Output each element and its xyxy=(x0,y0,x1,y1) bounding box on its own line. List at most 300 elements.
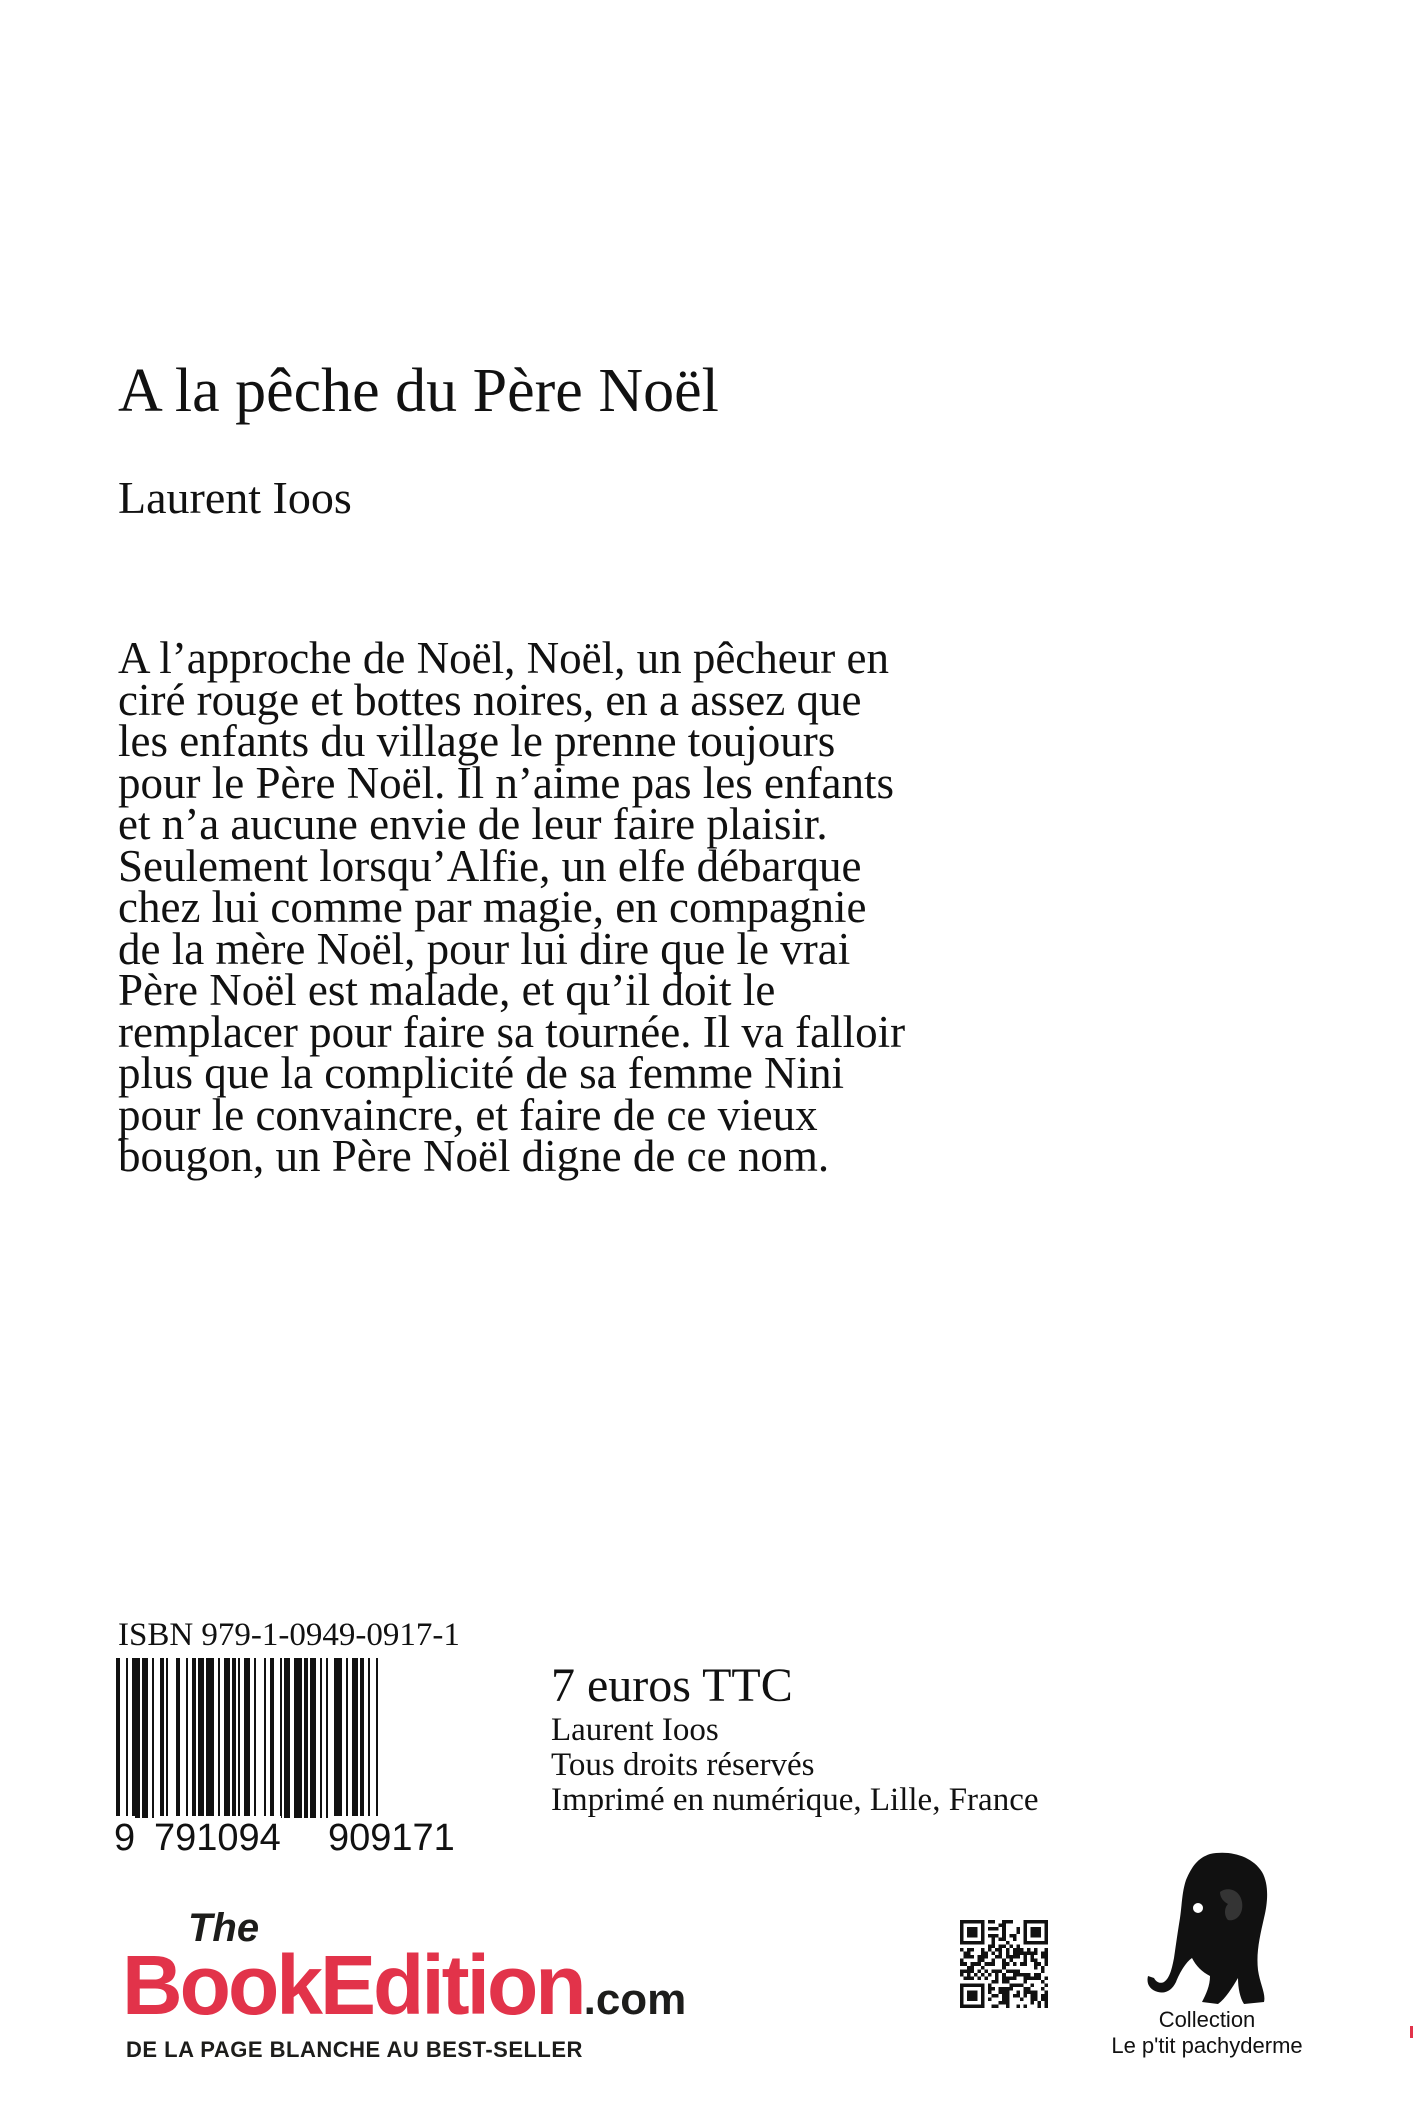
qr-module xyxy=(964,1941,968,1945)
qr-module xyxy=(967,1990,971,1994)
qr-module xyxy=(964,1976,968,1980)
qr-module xyxy=(1027,1987,1031,1991)
qr-module xyxy=(988,1948,992,1952)
barcode-digit-group: 909171 xyxy=(328,1817,455,1859)
qr-module xyxy=(1034,1934,1038,1938)
qr-module xyxy=(1034,1959,1038,1963)
qr-module xyxy=(988,1945,992,1949)
qr-module xyxy=(1023,1955,1027,1959)
qr-module xyxy=(1044,1990,1048,1994)
qr-module xyxy=(960,2001,964,2005)
qr-module xyxy=(1013,1952,1017,1956)
qr-module xyxy=(999,1990,1003,1994)
qr-module xyxy=(1006,1997,1010,2001)
qr-module xyxy=(1041,1994,1045,1998)
qr-module xyxy=(1002,1994,1006,1998)
qr-module xyxy=(1037,1931,1041,1935)
barcode-bar xyxy=(264,1658,266,1818)
qr-module xyxy=(1044,1952,1048,1956)
qr-module xyxy=(1013,1969,1017,1973)
qr-module xyxy=(992,1938,996,1942)
qr-module xyxy=(971,1969,975,1973)
qr-code-icon xyxy=(960,1920,1048,2008)
qr-module xyxy=(1009,1959,1013,1963)
qr-module xyxy=(992,1945,996,1949)
barcode-bar xyxy=(270,1658,274,1818)
qr-module xyxy=(1030,1990,1034,1994)
elephant-icon xyxy=(1140,1848,1270,2008)
qr-module xyxy=(967,1927,971,1931)
qr-module xyxy=(1041,1941,1045,1945)
qr-module xyxy=(1027,1973,1031,1977)
qr-module xyxy=(1002,1980,1006,1984)
blurb-line: les enfants du village le prenne toujours xyxy=(118,716,836,766)
qr-module xyxy=(988,1983,992,1987)
qr-module xyxy=(1013,1983,1017,1987)
qr-module xyxy=(981,1948,985,1952)
qr-module xyxy=(985,1952,989,1956)
qr-module xyxy=(981,1997,985,2001)
qr-module xyxy=(995,1980,999,1984)
qr-module xyxy=(960,1934,964,1938)
qr-module xyxy=(1002,1990,1006,1994)
qr-module xyxy=(967,1931,971,1935)
qr-module xyxy=(1002,1987,1006,1991)
qr-module xyxy=(988,1934,992,1938)
qr-module xyxy=(992,1952,996,1956)
qr-module xyxy=(981,1931,985,1935)
collection-name: Le p'tit pachyderme xyxy=(1111,2033,1303,2058)
barcode-bar xyxy=(238,1658,240,1818)
qr-module xyxy=(992,1980,996,1984)
qr-module xyxy=(1044,1931,1048,1935)
qr-module xyxy=(988,1927,992,1931)
qr-module xyxy=(967,1966,971,1970)
barcode-bar xyxy=(334,1658,342,1818)
qr-module xyxy=(999,2001,1003,2005)
qr-module xyxy=(1009,1976,1013,1980)
blurb-line: A l’approche de Noël, Noël, un pêcheur en xyxy=(118,633,889,683)
qr-module xyxy=(1013,1962,1017,1966)
barcode-bar xyxy=(176,1658,180,1818)
qr-module xyxy=(1030,1931,1034,1935)
qr-module xyxy=(981,2004,985,2008)
qr-module xyxy=(1027,1920,1031,1924)
barcode-bar xyxy=(218,1658,220,1818)
qr-module xyxy=(978,1962,982,1966)
qr-module xyxy=(992,1987,996,1991)
qr-module xyxy=(974,1927,978,1931)
qr-module xyxy=(971,1941,975,1945)
barcode-bar xyxy=(206,1658,214,1818)
barcode-bar xyxy=(198,1658,204,1818)
qr-module xyxy=(1006,1952,1010,1956)
qr-module xyxy=(1023,1927,1027,1931)
qr-module xyxy=(1030,1955,1034,1959)
qr-module xyxy=(967,1955,971,1959)
qr-module xyxy=(988,1997,992,2001)
qr-module xyxy=(1002,2001,1006,2005)
qr-module xyxy=(1013,1976,1017,1980)
qr-module xyxy=(978,1969,982,1973)
qr-module xyxy=(981,1934,985,1938)
qr-module xyxy=(988,1920,992,1924)
qr-module xyxy=(1016,2004,1020,2008)
qr-module xyxy=(974,1973,978,1977)
qr-module xyxy=(967,1983,971,1987)
qr-module xyxy=(1034,1966,1038,1970)
isbn-label: ISBN 979-1-0949-0917-1 xyxy=(118,1617,460,1653)
qr-module xyxy=(1016,1927,1020,1931)
qr-module xyxy=(1023,1938,1027,1942)
barcode-bar xyxy=(352,1658,358,1818)
publisher-logo xyxy=(122,1940,686,2045)
qr-module xyxy=(971,2004,975,2008)
qr-module xyxy=(1006,1948,1010,1952)
qr-module xyxy=(1034,1927,1038,1931)
qr-module xyxy=(1013,1955,1017,1959)
qr-module xyxy=(967,1948,971,1952)
qr-module xyxy=(960,1959,964,1963)
blurb-line: Seulement lorsqu’Alfie, un elfe débarque xyxy=(118,840,862,891)
qr-module xyxy=(1002,1945,1006,1949)
qr-module xyxy=(1006,1980,1010,1984)
blurb-line: remplacer pour faire sa tournée. Il va falloir xyxy=(118,1006,906,1057)
info-printed: Imprimé en numérique, Lille, France xyxy=(551,1782,1039,1818)
qr-module xyxy=(971,1966,975,1970)
barcode-bar xyxy=(166,1658,168,1818)
qr-module xyxy=(1009,1934,1013,1938)
qr-module xyxy=(981,1952,985,1956)
qr-module xyxy=(1016,1952,1020,1956)
qr-module xyxy=(971,1931,975,1935)
qr-module xyxy=(964,1952,968,1956)
qr-module xyxy=(1002,1997,1006,2001)
qr-module xyxy=(995,1934,999,1938)
qr-module xyxy=(1037,1973,1041,1977)
qr-module xyxy=(981,1973,985,1977)
qr-module xyxy=(999,1945,1003,1949)
qr-module xyxy=(1044,2001,1048,2005)
qr-module xyxy=(981,1966,985,1970)
qr-module xyxy=(992,1994,996,1998)
qr-module xyxy=(1023,1941,1027,1945)
qr-module xyxy=(960,2004,964,2008)
qr-module xyxy=(974,1983,978,1987)
qr-module xyxy=(1027,1976,1031,1980)
qr-module xyxy=(1020,1952,1024,1956)
publisher-logo-domain: .com xyxy=(583,1975,687,2024)
qr-module xyxy=(1044,1920,1048,1924)
qr-module xyxy=(1034,1990,1038,1994)
qr-module xyxy=(1002,1920,1006,1924)
blurb-line: pour le convaincre, et faire de ce vieux xyxy=(118,1089,818,1140)
qr-module xyxy=(967,1973,971,1977)
qr-module xyxy=(960,1987,964,1991)
qr-module xyxy=(1037,1962,1041,1966)
qr-module xyxy=(1002,1976,1006,1980)
barcode-bar xyxy=(192,1658,196,1818)
qr-module xyxy=(988,1990,992,1994)
qr-module xyxy=(964,1983,968,1987)
qr-module xyxy=(1016,1990,1020,1994)
qr-module xyxy=(1027,1941,1031,1945)
qr-module xyxy=(1002,1959,1006,1963)
qr-module xyxy=(1006,1969,1010,1973)
publisher-logo-name: BookEdition xyxy=(122,1938,584,2032)
qr-module xyxy=(960,1969,964,1973)
qr-module xyxy=(1009,1983,1013,1987)
qr-module xyxy=(985,1955,989,1959)
qr-module xyxy=(978,1959,982,1963)
barcode-digit-group: 9 xyxy=(114,1817,136,1859)
qr-module xyxy=(1030,1994,1034,1998)
qr-module xyxy=(1016,1994,1020,1998)
qr-module xyxy=(988,1973,992,1977)
collection-label xyxy=(1100,2007,1314,2059)
qr-module xyxy=(971,1994,975,1998)
price: 7 euros TTC xyxy=(551,1659,793,1712)
qr-module xyxy=(992,1927,996,1931)
barcode-digit-group: 791094 xyxy=(154,1817,281,1859)
blurb-line: ciré rouge et bottes noires, en a assez que xyxy=(118,674,862,725)
publisher-tagline: DE LA PAGE BLANCHE AU BEST-SELLER xyxy=(126,2037,583,2062)
qr-module xyxy=(1002,1931,1006,1935)
book-blurb xyxy=(118,633,1078,1181)
qr-module xyxy=(964,1962,968,1966)
edge-mark xyxy=(1410,2026,1413,2038)
qr-module xyxy=(1009,1969,1013,1973)
qr-module xyxy=(988,1987,992,1991)
qr-module xyxy=(1034,1931,1038,1935)
book-title: A la pêche du Père Noël xyxy=(118,357,719,425)
qr-module xyxy=(981,1983,985,1987)
qr-module xyxy=(992,1969,996,1973)
qr-module xyxy=(1037,1976,1041,1980)
qr-module xyxy=(992,1941,996,1945)
qr-module xyxy=(1023,1980,1027,1984)
barcode-bar xyxy=(160,1658,164,1818)
qr-module xyxy=(985,1962,989,1966)
qr-module xyxy=(981,1955,985,1959)
qr-module xyxy=(971,1983,975,1987)
qr-module xyxy=(992,2004,996,2008)
qr-module xyxy=(1034,1948,1038,1952)
barcode-bar xyxy=(152,1658,154,1818)
qr-module xyxy=(995,1976,999,1980)
qr-module xyxy=(981,2001,985,2005)
qr-module xyxy=(1030,1941,1034,1945)
qr-module xyxy=(1030,1983,1034,1987)
qr-module xyxy=(1016,1948,1020,1952)
qr-module xyxy=(981,1920,985,1924)
qr-module xyxy=(964,2004,968,2008)
qr-module xyxy=(1034,1952,1038,1956)
qr-module xyxy=(1023,1990,1027,1994)
qr-module xyxy=(960,1973,964,1977)
qr-module xyxy=(981,1924,985,1928)
qr-module xyxy=(1044,1976,1048,1980)
qr-module xyxy=(1044,1959,1048,1963)
barcode-bar xyxy=(284,1658,290,1818)
qr-module xyxy=(964,1955,968,1959)
qr-module xyxy=(1034,1973,1038,1977)
qr-module xyxy=(1037,1941,1041,1945)
qr-module xyxy=(1002,1962,1006,1966)
qr-module xyxy=(1044,1955,1048,1959)
qr-module xyxy=(1020,1997,1024,2001)
qr-module xyxy=(1037,1920,1041,1924)
qr-module xyxy=(1034,1962,1038,1966)
qr-module xyxy=(960,1927,964,1931)
qr-module xyxy=(1006,1941,1010,1945)
qr-module xyxy=(992,1959,996,1963)
qr-module xyxy=(1030,1920,1034,1924)
qr-module xyxy=(967,1952,971,1956)
qr-module xyxy=(964,1920,968,1924)
qr-module xyxy=(995,1948,999,1952)
barcode-bar xyxy=(310,1658,316,1818)
qr-module xyxy=(1009,1920,1013,1924)
qr-module xyxy=(974,1962,978,1966)
qr-module xyxy=(1023,1924,1027,1928)
blurb-line: de la mère Noël, pour lui dire que le vrai xyxy=(118,923,851,974)
qr-module xyxy=(999,1948,1003,1952)
qr-module xyxy=(1030,1934,1034,1938)
qr-module xyxy=(974,1934,978,1938)
qr-module xyxy=(1037,2004,1041,2008)
qr-module xyxy=(995,1955,999,1959)
qr-module xyxy=(1030,1976,1034,1980)
qr-module xyxy=(1030,1927,1034,1931)
qr-module xyxy=(1006,1987,1010,1991)
qr-module xyxy=(1044,1924,1048,1928)
qr-module xyxy=(1009,1955,1013,1959)
qr-module xyxy=(1023,1931,1027,1935)
qr-module xyxy=(1041,1955,1045,1959)
qr-module xyxy=(1044,1997,1048,2001)
qr-module xyxy=(1037,2001,1041,2005)
qr-module xyxy=(1041,1997,1045,2001)
barcode-bar xyxy=(346,1658,348,1818)
qr-module xyxy=(1044,1927,1048,1931)
qr-module xyxy=(1020,1948,1024,1952)
qr-module xyxy=(971,1955,975,1959)
qr-module xyxy=(999,1938,1003,1942)
qr-module xyxy=(981,1959,985,1963)
barcode-digits xyxy=(114,1816,496,1860)
blurb-line: chez lui comme par magie, en compagnie xyxy=(118,882,867,932)
qr-module xyxy=(974,1941,978,1945)
qr-module xyxy=(1023,1934,1027,1938)
qr-module xyxy=(1023,1973,1027,1977)
qr-module xyxy=(1041,1966,1045,1970)
qr-module xyxy=(1027,1948,1031,1952)
qr-module xyxy=(999,1969,1003,1973)
collection-line: Collection xyxy=(1158,2007,1256,2032)
qr-module xyxy=(1006,1955,1010,1959)
qr-module xyxy=(971,1948,975,1952)
blurb-line: bougon, un Père Noël digne de ce nom. xyxy=(118,1131,830,1181)
qr-module xyxy=(1013,1973,1017,1977)
qr-module xyxy=(981,1990,985,1994)
qr-module xyxy=(1020,1962,1024,1966)
qr-module xyxy=(1016,1973,1020,1977)
qr-module xyxy=(967,1997,971,2001)
qr-module xyxy=(1041,1920,1045,1924)
qr-module xyxy=(1030,1997,1034,2001)
qr-module xyxy=(1006,1920,1010,1924)
qr-module xyxy=(1023,1952,1027,1956)
qr-module xyxy=(971,1997,975,2001)
qr-module xyxy=(1002,1966,1006,1970)
qr-module xyxy=(974,1920,978,1924)
barcode-bar xyxy=(304,1658,308,1818)
qr-module xyxy=(995,1994,999,1998)
barcode-bar xyxy=(186,1658,188,1818)
qr-module xyxy=(1013,1938,1017,1942)
qr-module xyxy=(1006,2001,1010,2005)
qr-module xyxy=(1030,2001,1034,2005)
qr-module xyxy=(988,1962,992,1966)
barcode-bar xyxy=(320,1658,322,1818)
qr-module xyxy=(1016,1945,1020,1949)
qr-module xyxy=(978,1976,982,1980)
qr-module xyxy=(1009,1987,1013,1991)
qr-module xyxy=(978,1941,982,1945)
qr-module xyxy=(960,1924,964,1928)
barcode-bar xyxy=(280,1658,282,1818)
qr-module xyxy=(1027,1990,1031,1994)
qr-module xyxy=(971,1934,975,1938)
barcode-bar xyxy=(360,1658,364,1818)
qr-module xyxy=(1044,2004,1048,2008)
qr-module xyxy=(1034,1941,1038,1945)
qr-module xyxy=(1006,1994,1010,1998)
qr-module xyxy=(971,1920,975,1924)
qr-module xyxy=(960,1990,964,1994)
qr-module xyxy=(1044,1941,1048,1945)
qr-module xyxy=(967,1969,971,1973)
qr-module xyxy=(1044,1962,1048,1966)
qr-module xyxy=(978,2004,982,2008)
qr-module xyxy=(971,1927,975,1931)
barcode-bar xyxy=(142,1658,148,1818)
qr-module xyxy=(1002,1938,1006,1942)
qr-module xyxy=(967,1941,971,1945)
qr-module xyxy=(960,1997,964,2001)
qr-module xyxy=(1034,1994,1038,1998)
qr-module xyxy=(1034,1997,1038,2001)
qr-module xyxy=(974,1997,978,2001)
qr-module xyxy=(992,1934,996,1938)
qr-module xyxy=(1027,1952,1031,1956)
qr-module xyxy=(971,1962,975,1966)
qr-module xyxy=(960,1938,964,1942)
qr-module xyxy=(1034,1976,1038,1980)
qr-module xyxy=(1006,1990,1010,1994)
publisher-logo-the: The xyxy=(188,1906,260,1950)
qr-module xyxy=(1023,1987,1027,1991)
barcode-bar xyxy=(326,1658,328,1818)
qr-module xyxy=(960,1962,964,1966)
qr-module xyxy=(1041,1980,1045,1984)
qr-module xyxy=(1020,1973,1024,1977)
qr-module xyxy=(1006,2004,1010,2008)
qr-module xyxy=(981,1927,985,1931)
barcode-bar xyxy=(294,1658,302,1818)
qr-module xyxy=(999,1987,1003,1991)
